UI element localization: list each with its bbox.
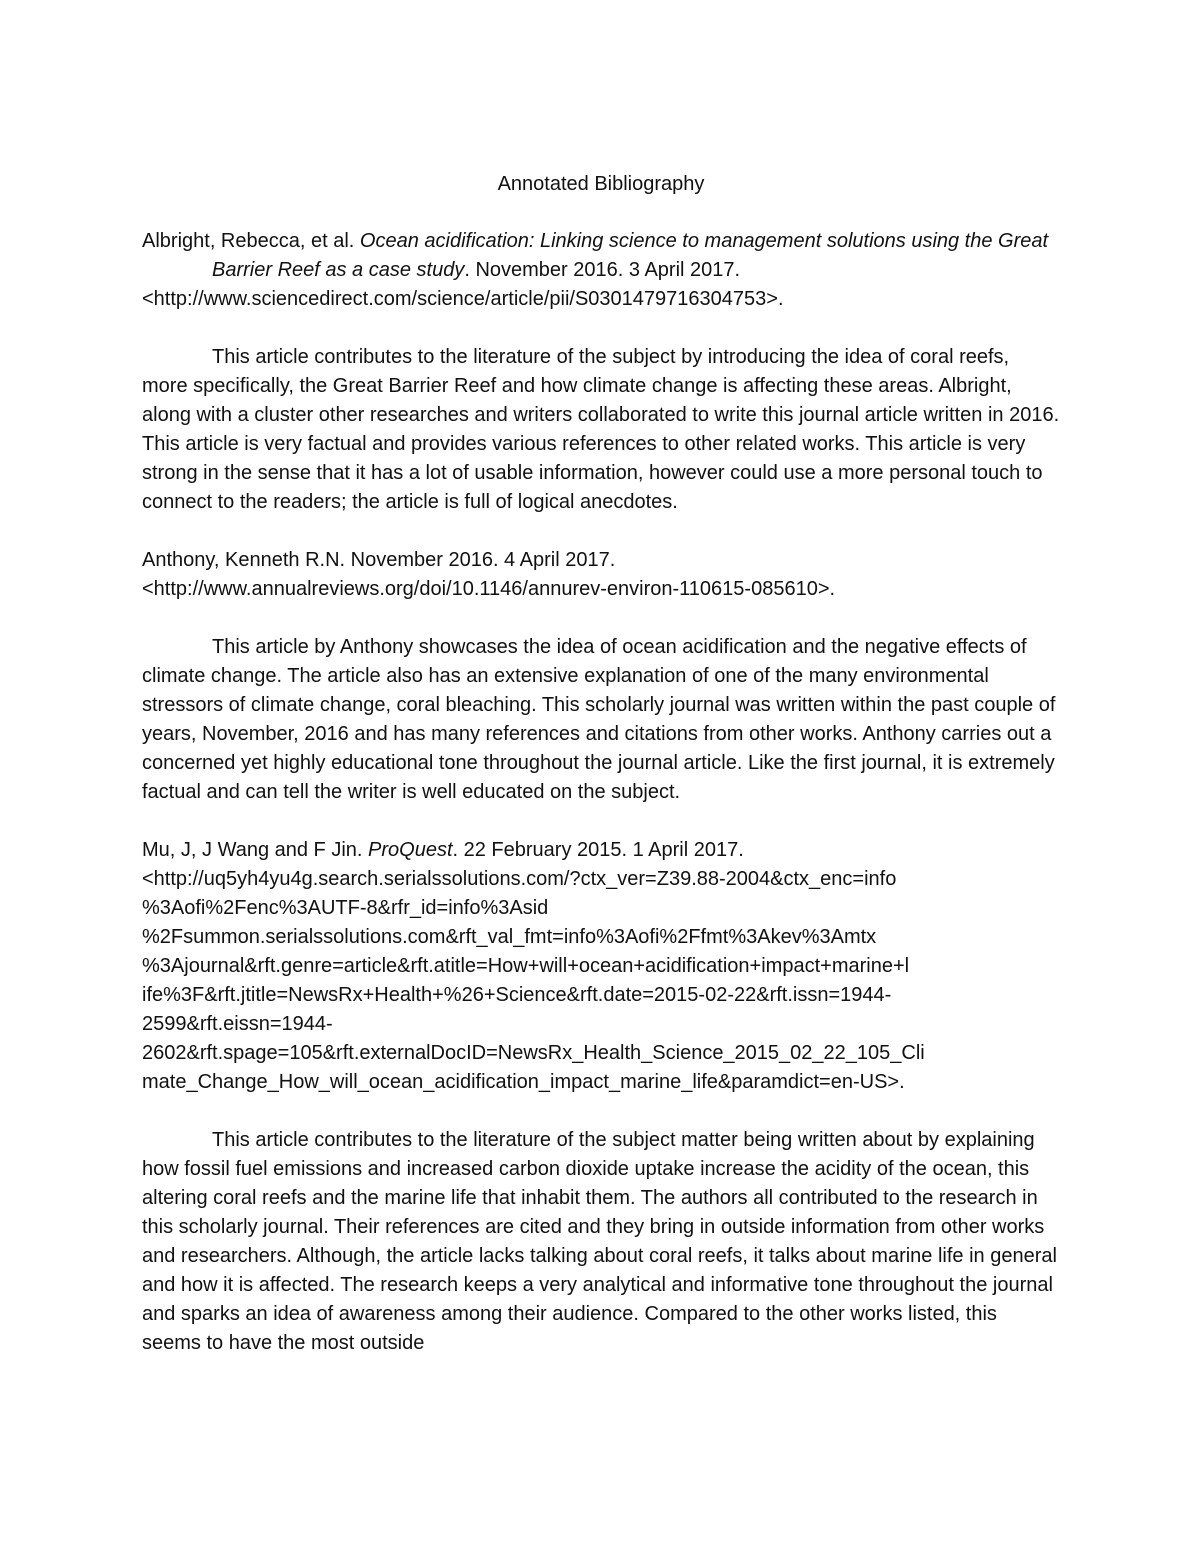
citation-mu (142, 836, 1060, 1097)
citation-url-line[interactable]: ife%3F&rft.jtitle=NewsRx+Health+%26+Science&rft.date=2015-02-22&rft.issn=1944- (142, 984, 892, 1006)
citation-dates: . November 2016. 3 April 2017. (464, 259, 741, 281)
citation-title: ProQuest (368, 839, 453, 861)
annotation-albright: This article contributes to the literature of the subject by introducing the idea of coral reefs, more specifically, the Great Barrier Reef and how climate change is affecting these areas. Albright, along with a cluster other researches and writers collaborated to write this journal article written in 2016. This article is very factual and provides various references to other related works. This article is very strong in the sense that it has a lot of usable information, however could use a more personal touch to connect to the readers; the article is full of logical anecdotes. (142, 346, 1060, 513)
citation-url-line[interactable]: 2599&rft.eissn=1944- (142, 1013, 333, 1035)
citation-authors: Albright, Rebecca, et al. (142, 230, 360, 252)
citation-url-line[interactable]: %2Fsummon.serialssolutions.com&rft_val_fmt=info%3Aofi%2Ffmt%3Akev%3Amtx (142, 926, 877, 948)
citation-url-line[interactable]: 2602&rft.spage=105&rft.externalDocID=NewsRx_Health_Science_2015_02_22_105_Cli (142, 1042, 925, 1064)
annotation-anthony: This article by Anthony showcases the idea of ocean acidification and the negative effects of climate change. The article also has an extensive explanation of one of the many environmental stressors of climate change, coral bleaching. This scholarly journal was written within the past couple of years, November, 2016 and has many references and citations from other works. Anthony carries out a concerned yet highly educational tone throughout the journal article. Like the first journal, it is extremely factual and can tell the writer is well educated on the subject. (142, 636, 1056, 803)
document-title: Annotated Bibliography (497, 173, 705, 195)
annotation-mu: This article contributes to the literature of the subject matter being written about by explaining how fossil fuel emissions and increased carbon dioxide uptake increase the acidity of the ocean, this altering coral reefs and the marine life that inhabit them. The authors all contributed to the research in this scholarly journal. Their references are cited and they bring in outside information from other works and researchers. Although, the article lacks talking about coral reefs, it talks about marine life in general and how it is affected. The research keeps a very analytical and informative tone throughout the journal and sparks an idea of awareness among their audience. Compared to the other works listed, this seems to have the most outside (142, 1129, 1057, 1354)
citation-url[interactable]: <http://www.sciencedirect.com/science/article/pii/S0301479716304753>. (142, 288, 784, 310)
citation-anthony (142, 546, 1060, 604)
citation-url-line[interactable]: %3Aofi%2Fenc%3AUTF-8&rfr_id=info%3Asid (142, 897, 549, 919)
citation-title: Ocean acidification: Linking science to management solutions using the Great Barrier Reef as a case study (212, 230, 1049, 281)
citation-url-line[interactable]: %3Ajournal&rft.genre=article&rft.atitle=How+will+ocean+acidification+impact+marine+l (142, 955, 910, 977)
document-page (142, 170, 1060, 1358)
citation-albright (142, 227, 1060, 314)
citation-url-line[interactable]: <http://uq5yh4yu4g.search.serialssolutions.com/?ctx_ver=Z39.88-2004&ctx_enc=info (142, 868, 897, 890)
citation-url[interactable]: <http://www.annualreviews.org/doi/10.1146/annurev-environ-110615-085610>. (142, 578, 836, 600)
citation-dates: . 22 February 2015. 1 April 2017. (452, 839, 744, 861)
citation-authors: Mu, J, J Wang and F Jin. (142, 839, 369, 861)
citation-url-line[interactable]: mate_Change_How_will_ocean_acidification_impact_marine_life&paramdict=en-US>. (142, 1071, 905, 1093)
citation-authors-dates: Anthony, Kenneth R.N. November 2016. 4 April 2017. (142, 549, 616, 571)
